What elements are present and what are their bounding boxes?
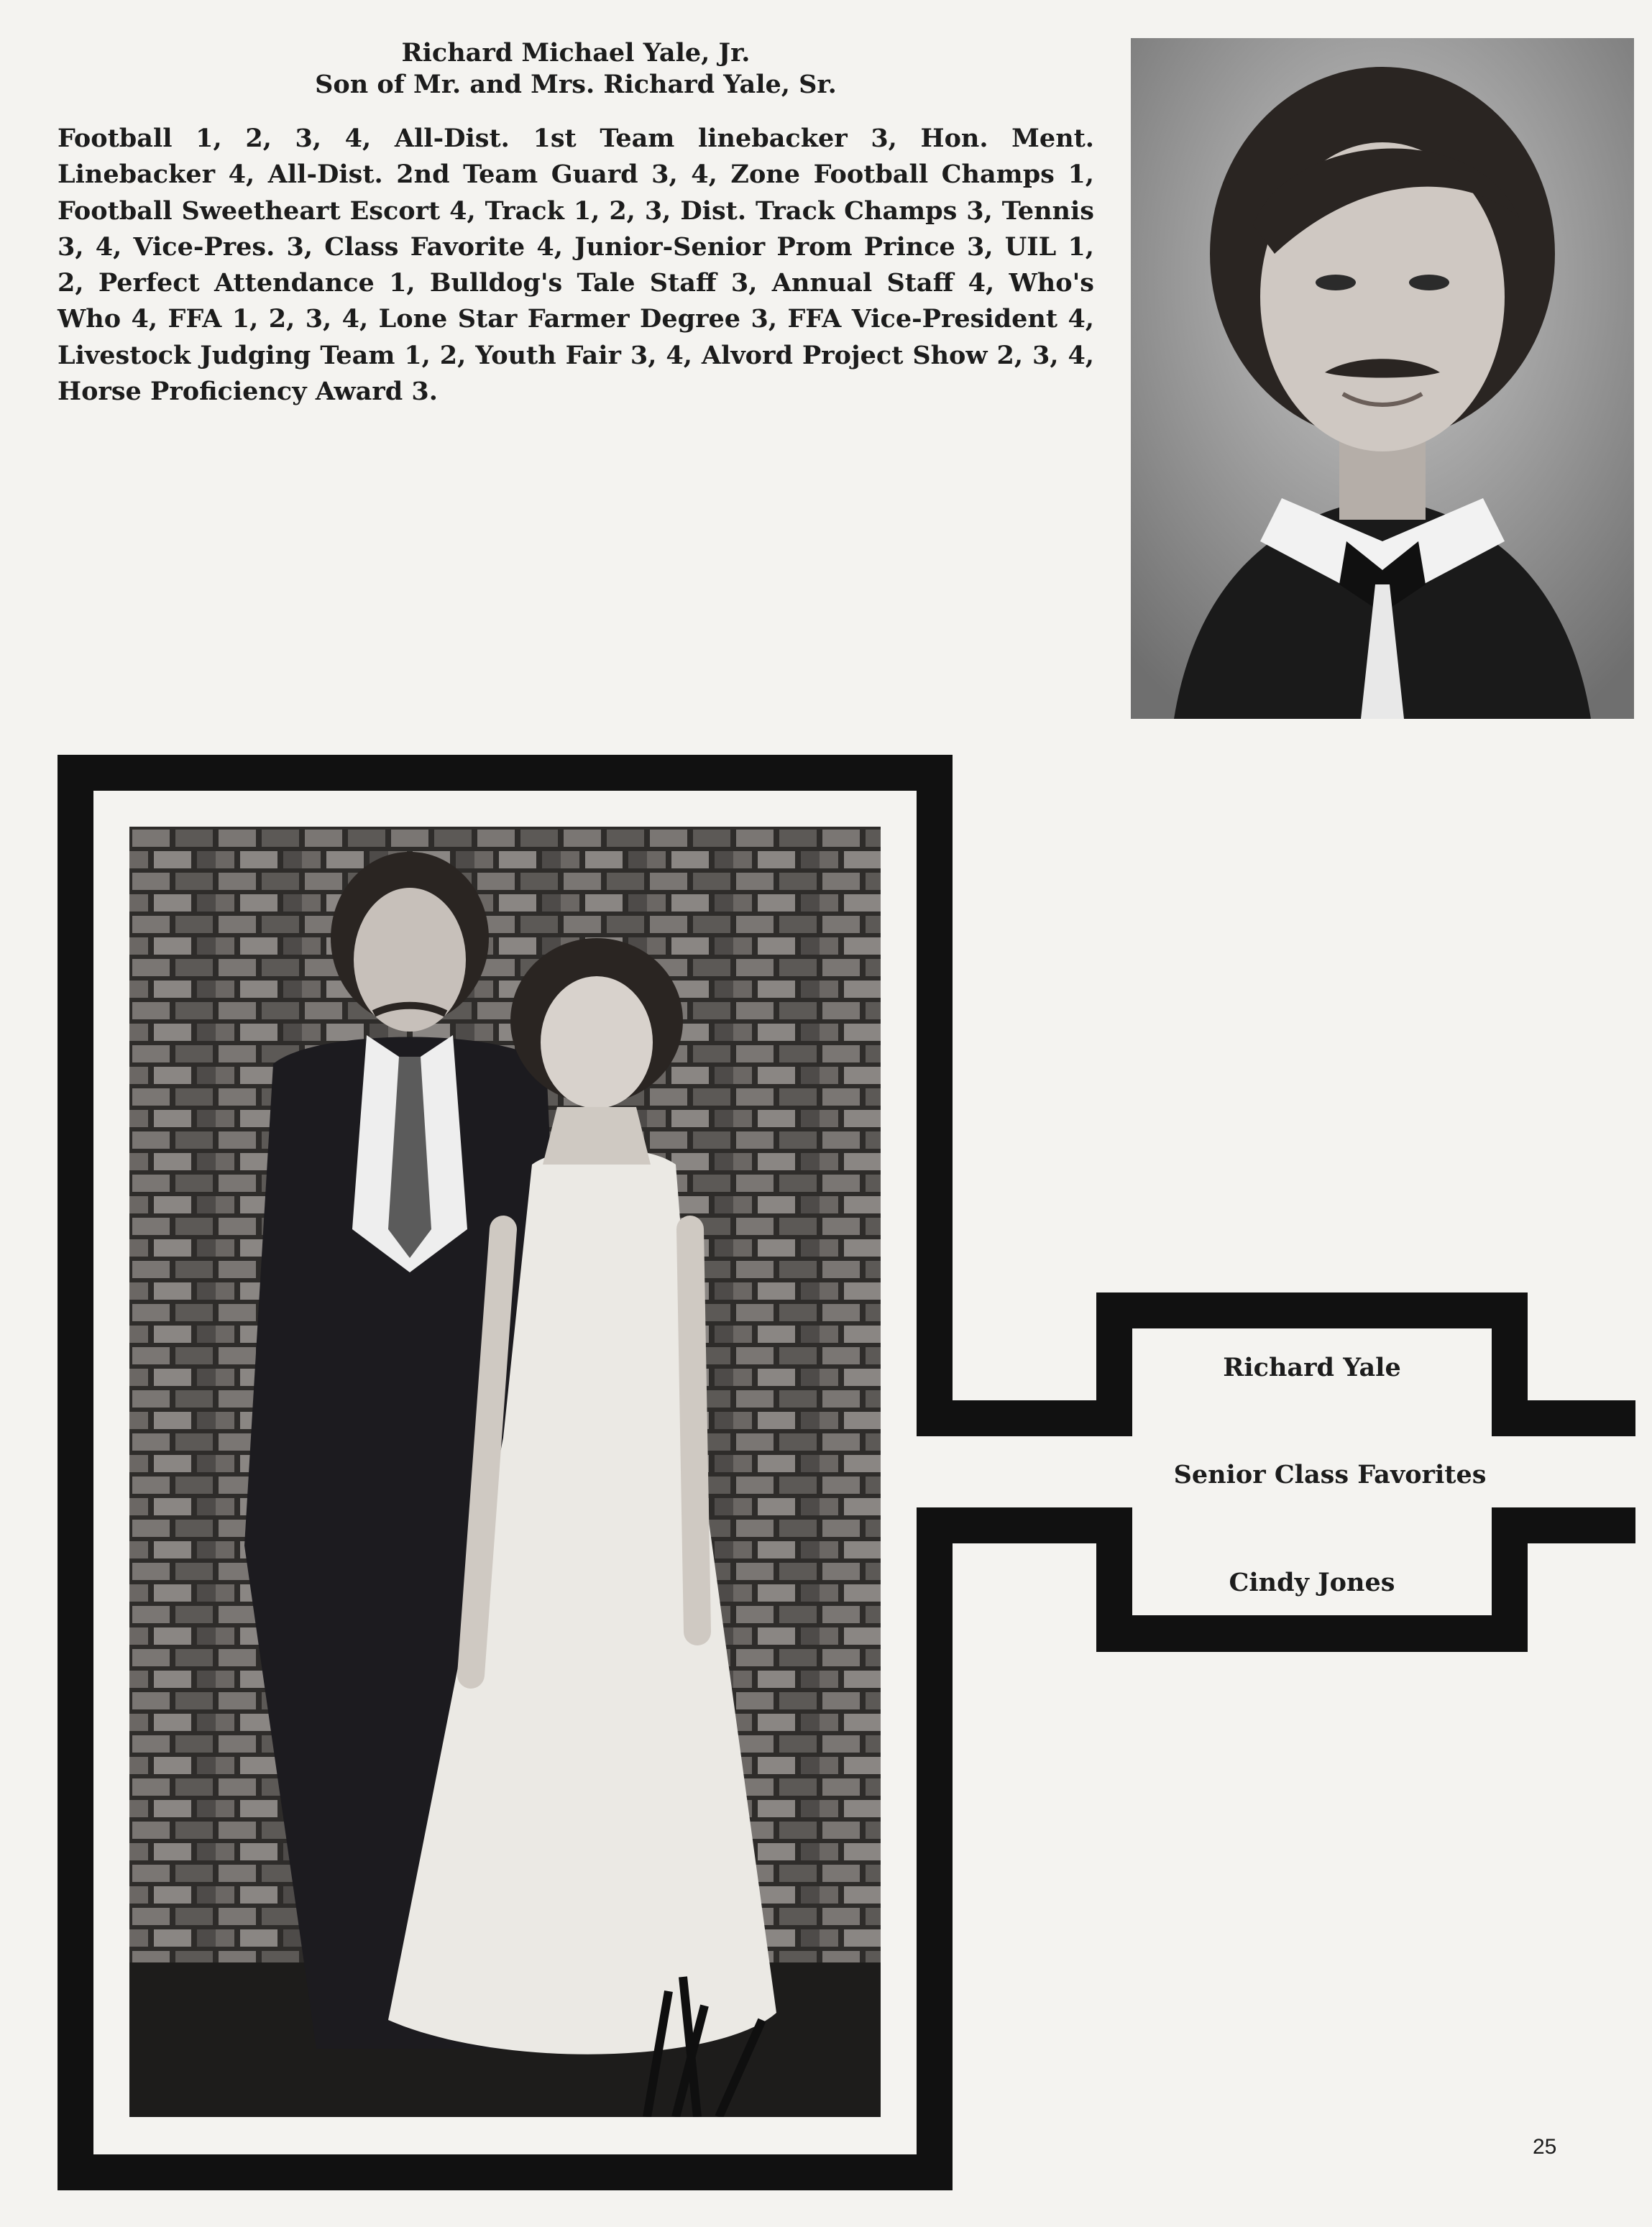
- header: [58, 37, 1094, 101]
- caption-bracket-right-top: [1528, 1400, 1635, 1436]
- activities-paragraph: Football 1, 2, 3, 4, All-Dist. 1st Team linebacker 3, Hon. Ment. Linebacker 4, All-Dist. 2nd Team Guard 3, 4, Zone Football Champs 1, Football Sweetheart Escort 4, Track 1, 2, 3, Dist. Track Champs 3, Tennis 3, 4, Vice-Pres. 3, Class Favorite 4, Junior-Senior Prom Prince 3, UIL 1, 2, Perfect Attendance 1, Bulldog's Tale Staff 3, Annual Staff 4, Who's Who 4, FFA 1, 2, 3, 4, Lone Star Farmer Degree 3, FFA Vice-President 4, Livestock Judging Team 1, 2, Youth Fair 3, 4, Alvord Project Show 2, 3, 4, Horse Proficiency Award 3.: [58, 124, 1094, 407]
- favorite-name-bottom: Cindy Jones: [1229, 1568, 1395, 1597]
- page-number: 25: [1533, 2135, 1557, 2159]
- favorites-title: Senior Class Favorites: [1173, 1460, 1487, 1489]
- parents-line: Son of Mr. and Mrs. Richard Yale, Sr.: [315, 70, 837, 99]
- student-name: Richard Michael Yale, Jr.: [401, 38, 751, 68]
- senior-portrait-photo: [1131, 38, 1634, 719]
- caption-bracket-right-bottom: [1528, 1507, 1635, 1543]
- favorite-name-top: Richard Yale: [1223, 1353, 1401, 1382]
- prom-couple-photo: [129, 827, 881, 2117]
- caption-bracket-top: [917, 1400, 1096, 1436]
- caption-bracket-bottom: [917, 1507, 1096, 1543]
- caption-box-lower: [1132, 1507, 1492, 1615]
